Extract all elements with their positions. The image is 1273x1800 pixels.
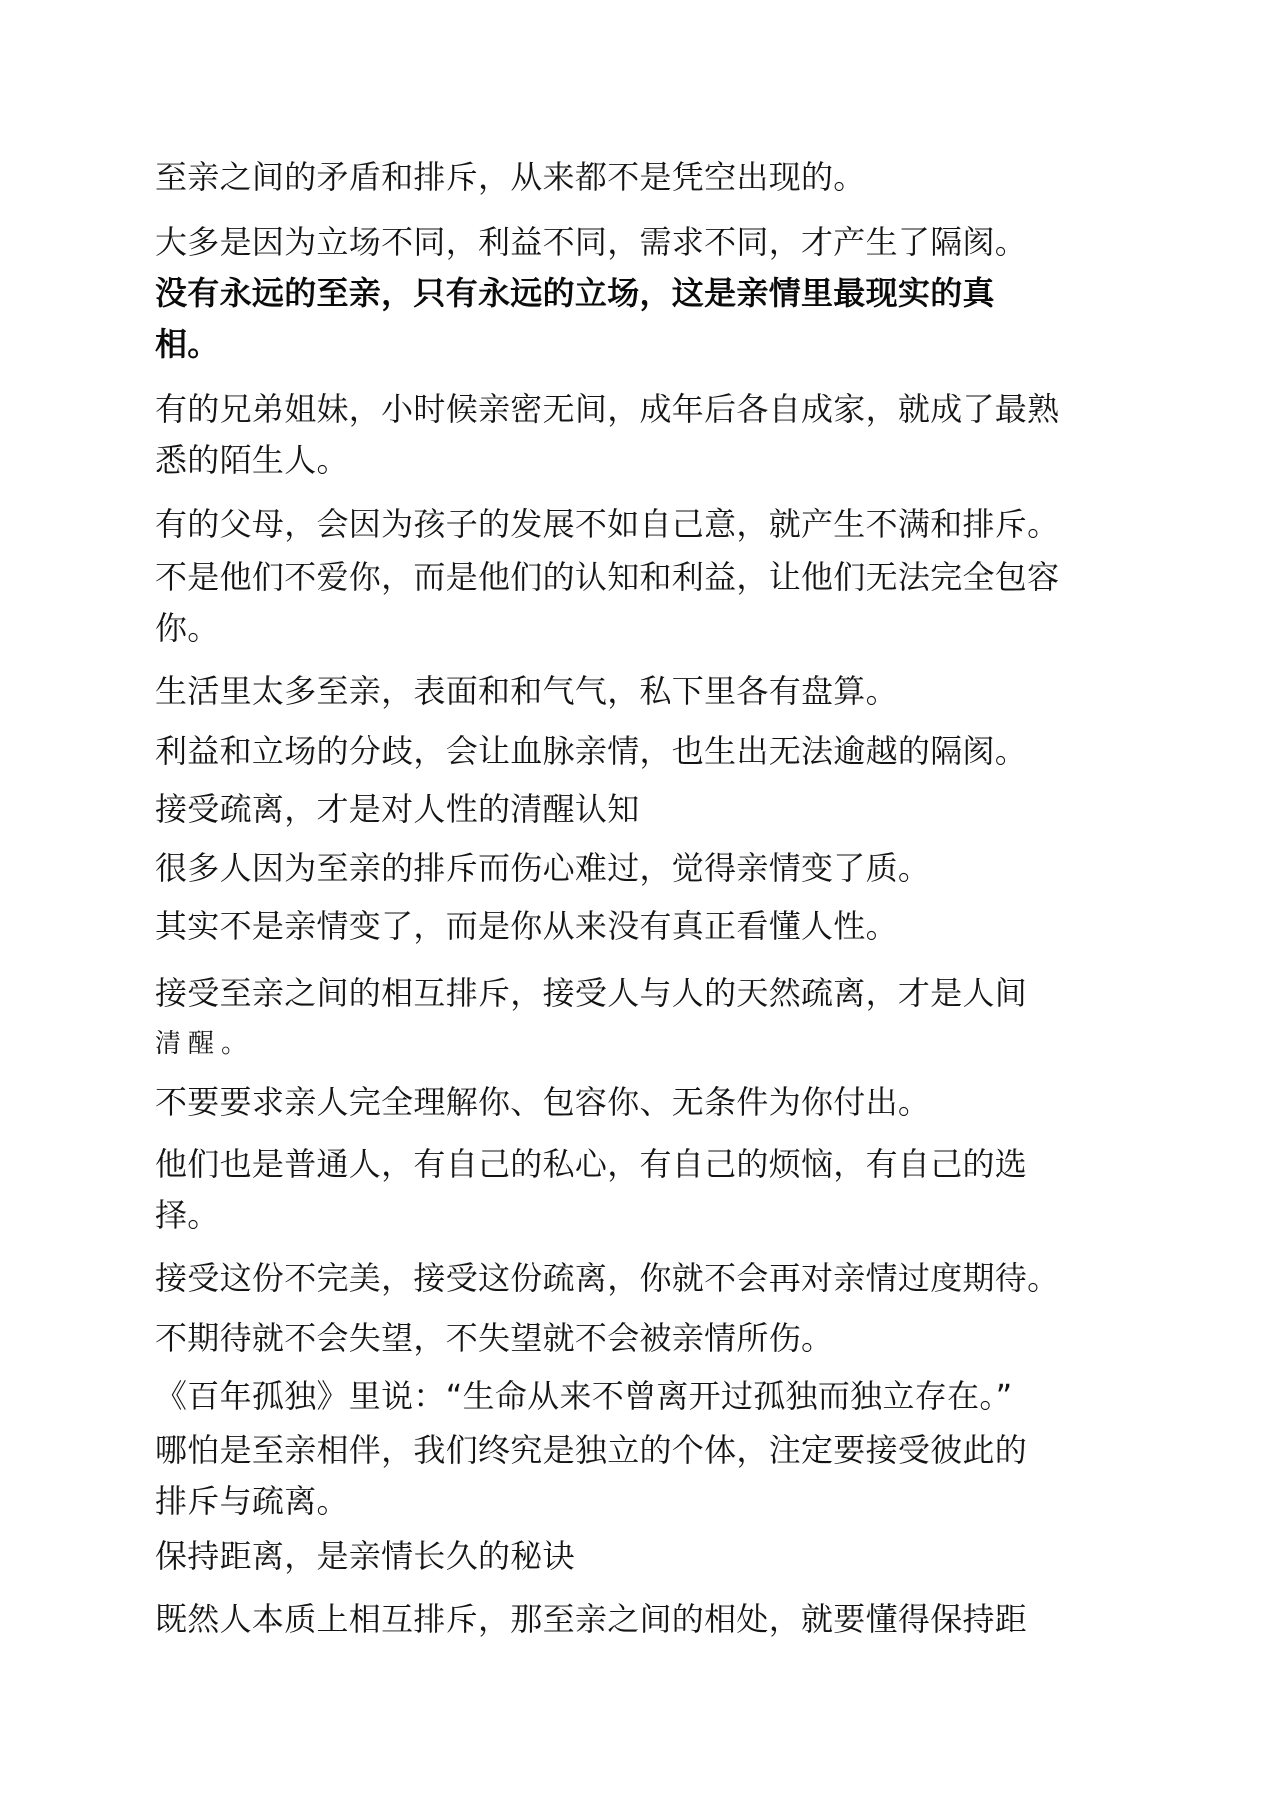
paragraph-7: 生活里太多至亲，表面和和气气，私下里各有盘算。 [155, 672, 898, 710]
section-heading-1: 接受疏离，才是对人性的清醒认知 [155, 790, 640, 828]
paragraph-8: 利益和立场的分歧，会让血脉亲情，也生出无法逾越的隔阂。 [155, 732, 1028, 770]
paragraph-17: 既然人本质上相互排斥，那至亲之间的相处，就要懂得保持距 [155, 1600, 1028, 1638]
section-heading-2: 保持距离，是亲情长久的秘诀 [155, 1537, 575, 1575]
paragraph-14: 接受这份不完美，接受这份疏离，你就不会再对亲情过度期待。 [155, 1259, 1060, 1297]
paragraph-10: 其实不是亲情变了，而是你从来没有真正看懂人性。 [155, 907, 898, 945]
paragraph-9: 很多人因为至亲的排斥而伤心难过，觉得亲情变了质。 [155, 849, 931, 887]
paragraph-11-continuation: 清醒。 [155, 1029, 255, 1059]
paragraph-4: 有的兄弟姐妹，小时候亲密无间，成年后各自成家，就成了最熟 悉的陌生人。 [155, 390, 1060, 479]
paragraph-1: 至亲之间的矛盾和排斥，从来都不是凭空出现的。 [155, 158, 866, 196]
paragraph-13: 他们也是普通人，有自己的私心，有自己的烦恼，有自己的选 择。 [155, 1145, 1028, 1234]
paragraph-12: 不要要求亲人完全理解你、包容你、无条件为你付出。 [155, 1083, 931, 1121]
paragraph-11: 接受至亲之间的相互排斥，接受人与人的天然疏离，才是人间 [155, 974, 1028, 1012]
paragraph-2: 大多是因为立场不同，利益不同，需求不同，才产生了隔阂。 [155, 223, 1028, 261]
paragraph-3-bold: 没有永远的至亲，只有永远的立场，这是亲情里最现实的真 相。 [155, 274, 995, 363]
paragraph-5: 有的父母，会因为孩子的发展不如自己意，就产生不满和排斥。 [155, 505, 1060, 543]
paragraph-16: 哪怕是至亲相伴，我们终究是独立的个体，注定要接受彼此的 排斥与疏离。 [155, 1431, 1028, 1520]
quote-paragraph: 《百年孤独》里说：“生命从来不曾离开过孤独而独立存在。” [155, 1377, 1013, 1415]
paragraph-6: 不是他们不爱你，而是他们的认知和利益，让他们无法完全包容 你。 [155, 558, 1060, 647]
paragraph-15: 不期待就不会失望，不失望就不会被亲情所伤。 [155, 1319, 834, 1357]
